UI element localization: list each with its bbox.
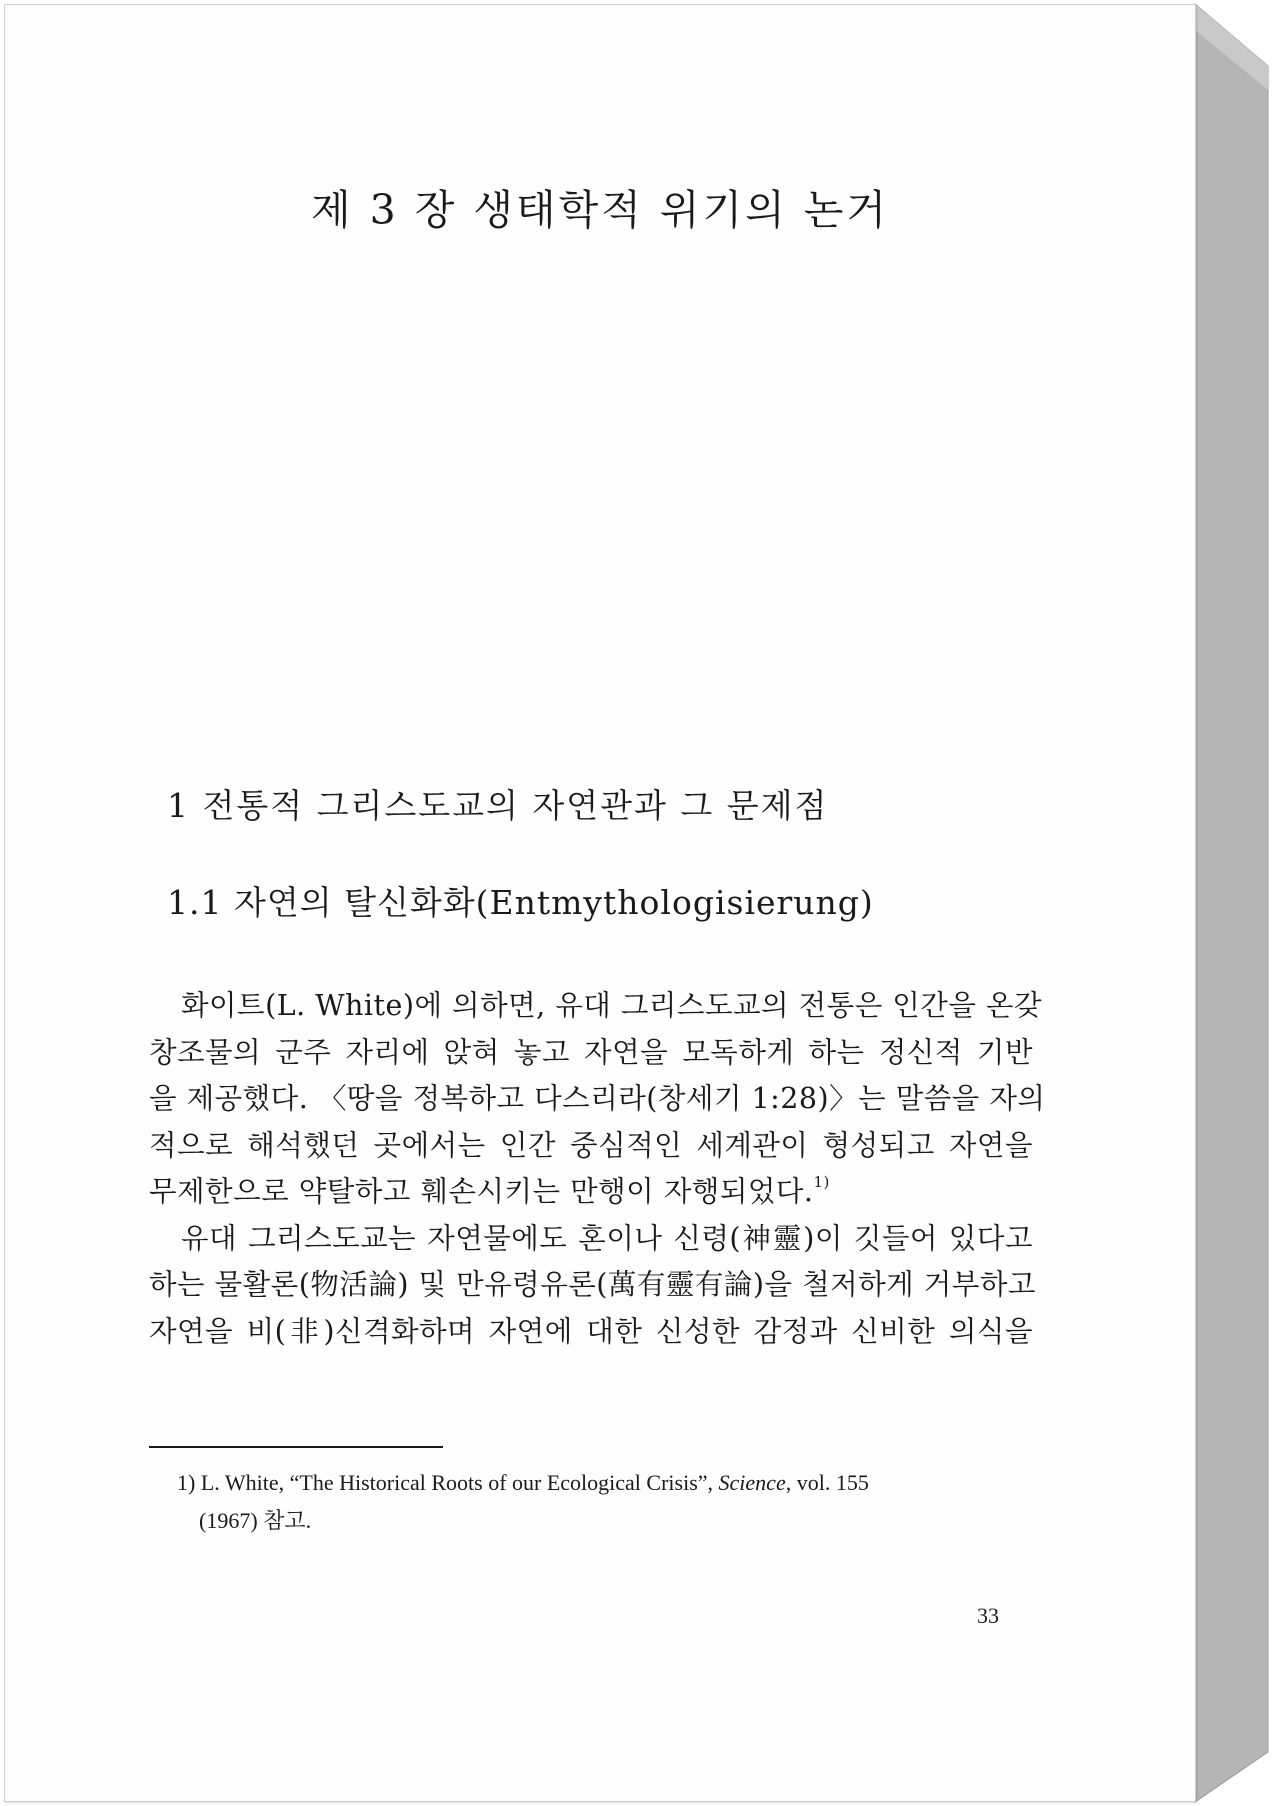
body-text: [149, 983, 1046, 1355]
page-content: [5, 5, 1195, 1801]
chapter-title: 제 3 장 생태학적 위기의 논거: [311, 186, 889, 234]
page: [4, 4, 1196, 1802]
subsection-title: 1.1 자연의 탈신화화(Entmythologisierung): [167, 883, 874, 922]
footnote-journal: Science: [718, 1470, 786, 1495]
footnote-line: (1967) 참고.: [199, 1508, 312, 1533]
footnote-text: 1) L. White, “The Historical Roots of our Ecological Crisis”,: [177, 1470, 719, 1495]
footnote-divider: [149, 1446, 443, 1448]
footnote-marker: 1): [813, 1173, 830, 1191]
page-number: 33: [977, 1603, 999, 1628]
body-line: 하는 물활론(物活論) 및 만유령유론(萬有靈有論)을 철저하게 거부하고: [149, 1268, 1036, 1301]
body-line: 을 제공했다. 〈땅을 정복하고 다스리라(창세기 1:28)〉는 말씀을 자의: [149, 1082, 1046, 1115]
footnote: [177, 1464, 1033, 1540]
footnote-text: , vol. 155: [785, 1470, 869, 1495]
body-line: 창조물의 군주 자리에 앉혀 놓고 자연을 모독하게 하는 정신적 기반: [149, 1035, 1033, 1069]
body-line: 적으로 해석했던 곳에서는 인간 중심적인 세계관이 형성되고 자연을: [149, 1128, 1033, 1162]
body-line: 화이트(L. White)에 의하면, 유대 그리스도교의 전통은 인간을 온갖: [181, 989, 1042, 1022]
body-line: 자연을 비(非)신격화하며 자연에 대한 신성한 감정과 신비한 의식을: [149, 1314, 1033, 1348]
body-line: 유대 그리스도교는 자연물에도 혼이나 신령(神靈)이 깃들어 있다고: [181, 1221, 1033, 1255]
section-title: 1 전통적 그리스도교의 자연관과 그 문제점: [167, 786, 829, 825]
footnote-line: [177, 1464, 1033, 1502]
body-line-text: 무제한으로 약탈하고 훼손시키는 만행이 자행되었다.: [149, 1175, 814, 1208]
body-line-with-footnote: [149, 1169, 1033, 1216]
